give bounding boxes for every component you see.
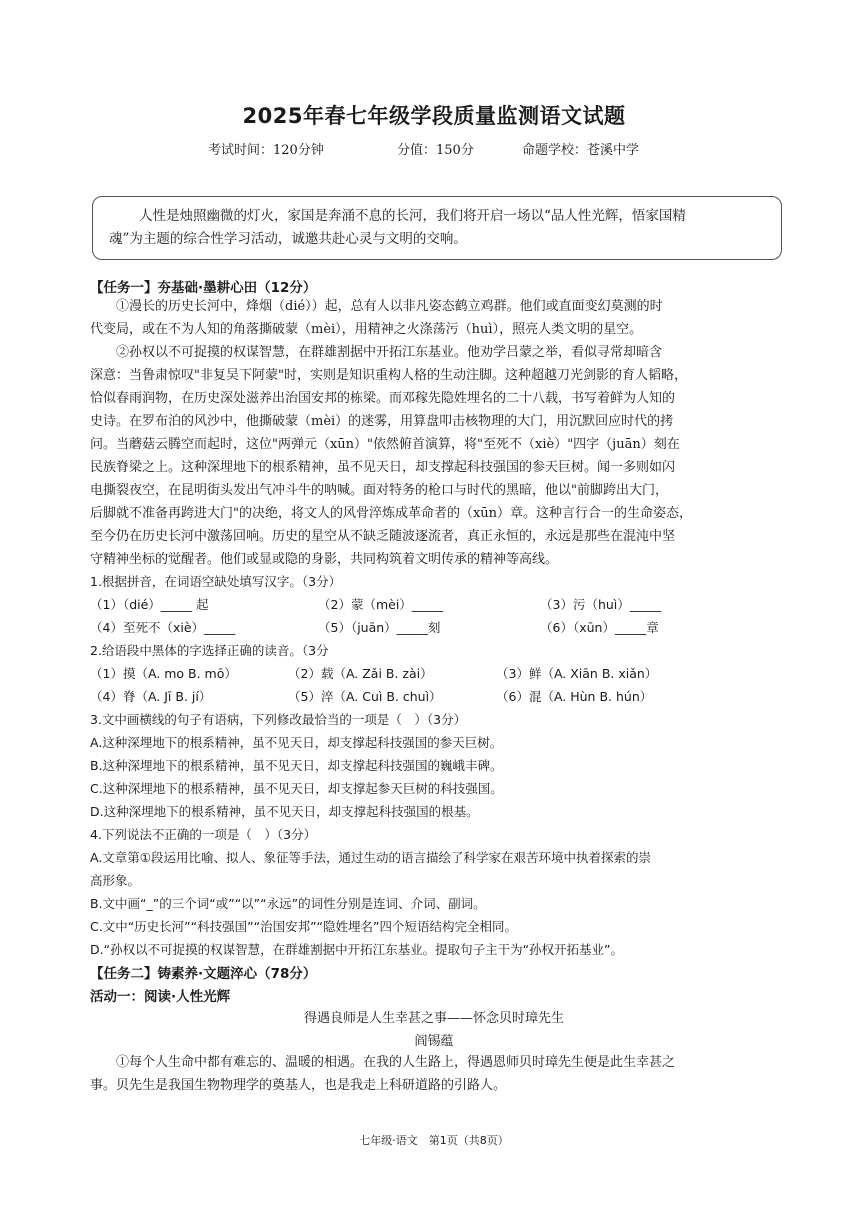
q2-item: （6）混（A. Hùn B. hún） — [496, 689, 653, 704]
p2-line: 民族脊梁之上。这种深埋地下的根系精神，虽不见天日，却支撑起科技强国的参天巨树。闻一多则如闪 — [90, 460, 676, 475]
activity-heading: 活动一：阅读·人性光辉 — [90, 989, 231, 1005]
q4-option: A.文章第①段运用比喻、拟人、象征等手法，通过生动的语言描绘了科学家在艰苦环境中执着探索的崇 — [90, 850, 652, 865]
p2-line: 恰似春雨润物，在历史深处滋养出治国安邦的栋梁。而邓稼先隐姓埋名的二十八载，书写着鲜为人知的 — [90, 391, 676, 406]
page-footer: 七年级·语文 第1页（共8页） — [359, 1134, 509, 1147]
q4-option: 高形象。 — [90, 873, 141, 888]
p2-line: 守精神坐标的觉醒者。他们或显或隐的身影，共同构筑着文明传承的精神等高线。 — [90, 552, 559, 567]
q1-item: （6）（xūn）_____章 — [540, 620, 659, 635]
p2-line: 史诗。在罗布泊的风沙中，他撕破蒙（mèi）的迷雾，用算盘叩击核物理的大门，用沉默回应时代的拷 — [90, 414, 674, 429]
exam-school: 命题学校：苍溪中学 — [522, 143, 640, 158]
article-title: 得遇良师是人生幸甚之事——怀念贝时璋先生 — [303, 1011, 564, 1026]
q2-item: （5）淬（A. Cuì B. chuì） — [288, 689, 442, 704]
article-author: 阎锡蕴 — [414, 1034, 454, 1049]
intro-line-2: 魂”为主题的综合性学习活动，诚邀共赴心灵与文明的交响。 — [109, 231, 467, 247]
task2-heading: 【任务二】铸素养·文题淬心（78分） — [90, 966, 317, 982]
exam-title: 2025年春七年级学段质量监测语文试题 — [242, 104, 626, 128]
q2-item: （2）载（A. Zǎi B. zài） — [288, 666, 433, 681]
q2-item: （1）摸（A. mo B. mō） — [90, 666, 237, 681]
p2-line: 后脚就不准备再跨进大门"的决绝，将文人的风骨淬炼成革命者的（xūn）章。这种言行合一的生命姿态， — [90, 506, 693, 521]
p2-line: ②孙权以不可捉摸的权谋智慧，在群雄割据中开拓江东基业。他劝学吕蒙之举，看似寻常却暗含 — [116, 345, 663, 360]
exam-score: 分值：150分 — [397, 143, 474, 158]
q1-item: （1）（dié）_____ 起 — [90, 597, 209, 612]
q4-option: B.文中画“_”的三个词“或”“以”“永远”的词性分别是连词、介词、副词。 — [90, 896, 486, 911]
q2-item: （4）脊（A. Jī B. jí） — [90, 689, 212, 704]
q1-item: （2）蒙（mèi）_____ — [318, 597, 444, 612]
p2-line: 深意：当鲁肃惊叹"非复吴下阿蒙"时，实则是知识重构人格的生动注脚。这种超越刀光剑影的育人韬略， — [90, 368, 687, 383]
p2-line: 至今仍在历史长河中激荡回响。历史的星空从不缺乏随波逐流者，真正永恒的，永远是那些在混沌中坚 — [90, 529, 676, 544]
q3-option: B.这种深埋地下的根系精神，虽不见天日，却支撑起科技强国的巍峨丰碑。 — [90, 758, 503, 773]
q1-item: （4）至死不（xiè）_____ — [90, 620, 236, 635]
q2-item: （3）鲜（A. Xiān B. xiǎn） — [496, 666, 658, 681]
q3-option: A.这种深埋地下的根系精神，虽不见天日，却支撑起科技强国的参天巨树。 — [90, 735, 503, 750]
q2-stem: 2.给语段中黑体的字选择正确的读音。（3分 — [90, 643, 329, 658]
q3-stem: 3.文中画横线的句子有语病，下列修改最恰当的一项是（ ）（3分） — [90, 712, 467, 727]
p1-line: ①漫长的历史长河中，烽烟（dié））起，总有人以非凡姿态鹤立鸡群。他们或直面变幻莫测的时 — [116, 299, 663, 314]
q4-stem: 4.下列说法不正确的一项是（ ）（3分） — [90, 827, 317, 842]
q3-option: D.这种深埋地下的根系精神，虽不见天日，却支撑起科技强国的根基。 — [90, 804, 479, 819]
q3-option: C.这种深埋地下的根系精神，虽不见天日，却支撑起参天巨树的科技强国。 — [90, 781, 503, 796]
q4-option: C.文中“历史长河”“科技强国”“治国安邦”“隐姓埋名”四个短语结构完全相同。 — [90, 919, 518, 934]
exam-time: 考试时间：120分钟 — [208, 143, 324, 158]
p2-line: 问。当蘑菇云腾空而起时，这位"两弹元（xūn）"依然俯首演算，将"至死不（xiè）"四字（juān）刻在 — [90, 437, 680, 452]
article-p1-line: ①每个人生命中都有难忘的、温暖的相遇。在我的人生路上，得遇恩师贝时璋先生便是此生幸甚之 — [116, 1055, 676, 1070]
q4-option: D.“孙权以不可捉摸的权谋智慧，在群雄割据中开拓江东基业。提取句子主干为“孙权开拓基业”。 — [90, 942, 624, 957]
intro-line-1: 人性是烛照幽微的灯火，家国是奔涌不息的长河，我们将开启一场以“品人性光辉，悟家国精 — [139, 208, 686, 224]
p1-line: 代变局，或在不为人知的角落撕破蒙（mèi），用精神之火涤荡污（huì），照亮人类文明的星空。 — [90, 322, 643, 337]
intro-box — [92, 196, 782, 260]
p2-line: 电撕裂夜空，在昆明街头发出气冲斗牛的呐喊。面对特务的枪口与时代的黑暗，他以"前脚跨出大门， — [90, 483, 668, 498]
article-p1-line: 事。贝先生是我国生物物理学的奠基人，也是我走上科研道路的引路人。 — [90, 1078, 507, 1093]
q1-stem: 1.根据拼音，在词语空缺处填写汉字。（3分） — [90, 574, 342, 589]
q1-item: （5）（juān）_____刻 — [318, 620, 441, 635]
q1-item: （3）污（huì）_____ — [540, 597, 662, 612]
task1-heading: 【任务一】夯基础·墨耕心田（12分） — [90, 280, 317, 296]
